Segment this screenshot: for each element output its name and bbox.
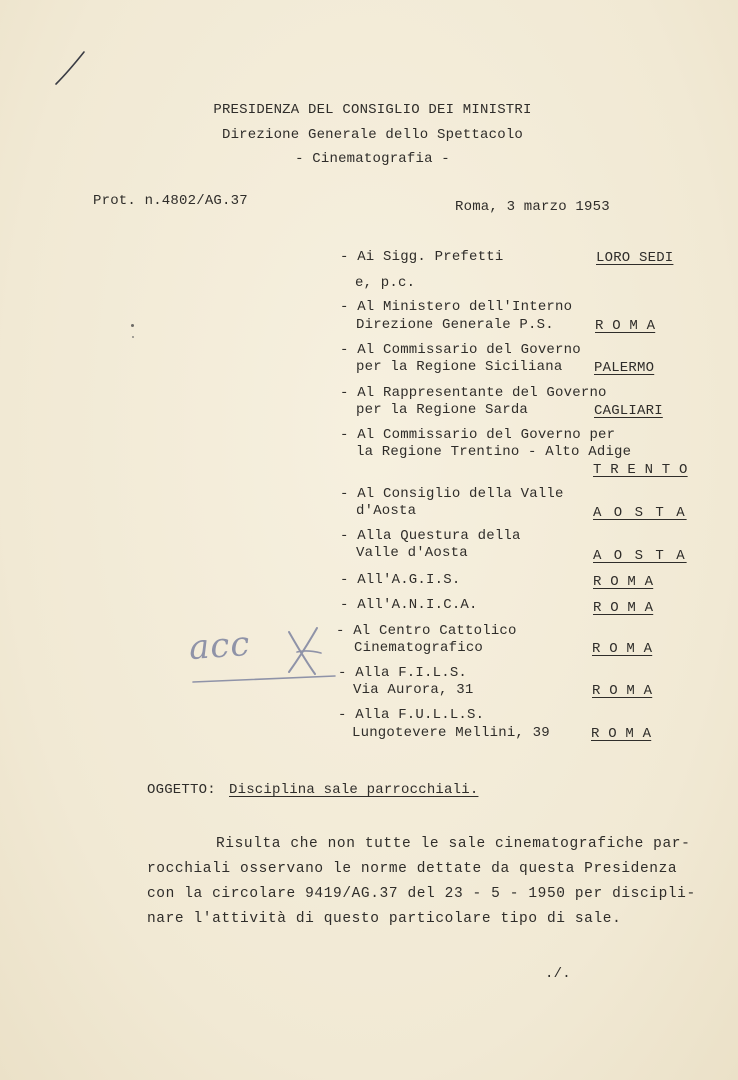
protocol-number: Prot. n.4802/AG.37	[93, 193, 248, 209]
body-line-4: nare l'attività di questo particolare tipo di sale.	[147, 911, 622, 927]
recipient-3-dest: R O M A	[595, 318, 656, 334]
recipient-7-dest: A O S T A	[593, 505, 687, 521]
body-line-1: Risulta che non tutte le sale cinematografiche par-	[216, 836, 691, 852]
recipient-12-line-1: - Alla F.I.L.S.	[338, 665, 468, 681]
subject-label: OGGETTO:	[147, 782, 216, 798]
header-line-2: Direzione Generale dello Spettacolo	[221, 127, 524, 143]
recipient-7-line-2: d'Aosta	[356, 503, 417, 519]
recipient-11-dest: R O M A	[592, 641, 653, 657]
recipient-6-line-1: - Al Commissario del Governo per	[340, 427, 616, 443]
paper-speck	[132, 336, 134, 338]
recipient-3-line-1: - Al Ministero dell'Interno	[340, 299, 573, 315]
recipient-11-line-1: - Al Centro Cattolico	[336, 623, 517, 639]
recipient-10-line-1: - All'A.N.I.C.A.	[340, 597, 478, 613]
recipient-4-dest: PALERMO	[594, 360, 655, 376]
recipient-6-line-2: la Regione Trentino - Alto Adige	[356, 444, 632, 460]
recipient-11-line-2: Cinematografico	[354, 640, 484, 656]
recipient-12-dest: R O M A	[592, 683, 653, 699]
recipient-10-dest: R O M A	[593, 600, 654, 616]
recipient-1-line-1: - Ai Sigg. Prefetti	[340, 249, 504, 265]
recipient-8-dest: A O S T A	[593, 548, 687, 564]
handwritten-note-text: acc	[187, 623, 252, 669]
body-line-2: rocchiali osservano le norme dettate da questa Presidenza	[147, 861, 678, 877]
recipient-6-dest: T R E N T O	[593, 462, 688, 478]
recipient-5-dest: CAGLIARI	[594, 403, 663, 419]
recipient-8-line-2: Valle d'Aosta	[356, 545, 468, 561]
header-line-3: - Cinematografia -	[295, 151, 450, 167]
recipient-4-line-1: - Al Commissario del Governo	[340, 342, 581, 358]
recipient-3-line-2: Direzione Generale P.S.	[356, 317, 554, 333]
recipient-13-dest: R O M A	[591, 726, 652, 742]
body-line-3: con la circolare 9419/AG.37 del 23 - 5 - 1950 per discipli-	[147, 886, 696, 902]
recipient-9-line-1: - All'A.G.I.S.	[340, 572, 461, 588]
recipient-4-line-2: per la Regione Siciliana	[356, 359, 563, 375]
recipient-8-line-1: - Alla Questura della	[340, 528, 521, 544]
recipient-5-line-2: per la Regione Sarda	[356, 402, 529, 418]
recipient-9-dest: R O M A	[593, 574, 654, 590]
handwritten-annotation	[185, 618, 345, 688]
recipient-13-line-1: - Alla F.U.L.L.S.	[338, 707, 485, 723]
subject-text: Disciplina sale parrocchiali.	[229, 782, 479, 798]
place-date: Roma, 3 marzo 1953	[455, 199, 610, 215]
header-line-1: PRESIDENZA DEL CONSIGLIO DEI MINISTRI	[213, 102, 532, 118]
continuation-mark: ./.	[545, 966, 571, 982]
recipient-5-line-1: - Al Rappresentante del Governo	[340, 385, 607, 401]
paper-speck	[131, 324, 134, 327]
recipient-12-line-2: Via Aurora, 31	[353, 682, 474, 698]
pen-stroke-mark	[50, 48, 90, 88]
recipient-2-line-1: e, p.c.	[355, 275, 416, 291]
recipient-13-line-2: Lungotevere Mellini, 39	[352, 725, 550, 741]
recipient-7-line-1: - Al Consiglio della Valle	[340, 486, 564, 502]
recipient-1-dest: LORO SEDI	[596, 250, 674, 266]
